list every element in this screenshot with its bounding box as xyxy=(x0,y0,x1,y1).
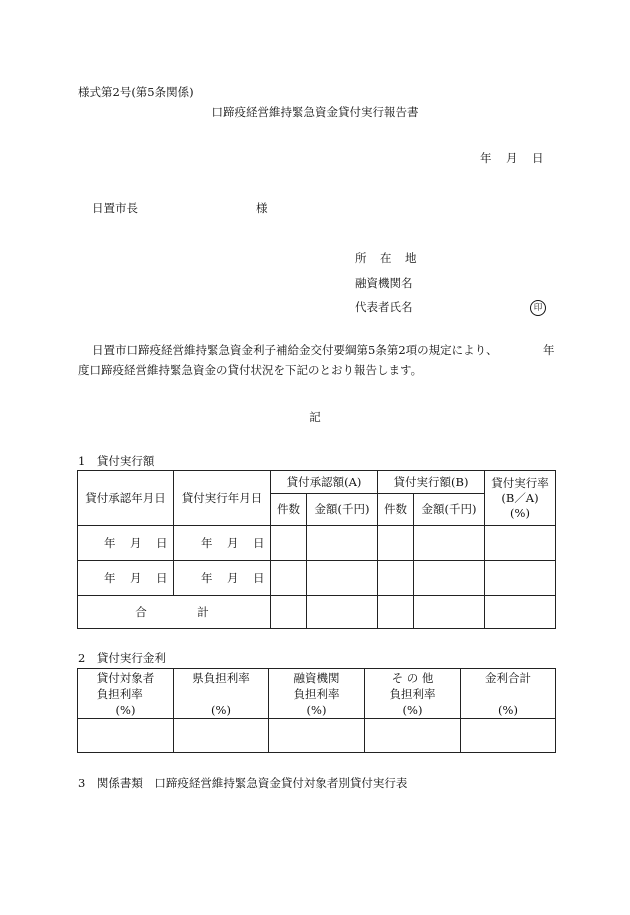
loan-execution-table xyxy=(77,470,556,629)
total-rate-header xyxy=(461,669,556,719)
record-mark: 記 xyxy=(309,410,321,424)
execution-rate-unit: (%) xyxy=(510,505,530,520)
approved-amount-cell xyxy=(307,561,378,596)
execution-date-header: 貸付実行年月日 xyxy=(174,471,271,526)
total-label: 合 計 xyxy=(78,596,271,629)
table-header-row xyxy=(78,669,556,719)
representative-name-label: 代表者氏名 xyxy=(355,300,413,314)
execution-rate-cell xyxy=(485,561,556,596)
approved-amount-header: 貸付承認額(A) xyxy=(271,471,378,494)
execution-rate-formula: (B／A) xyxy=(501,490,539,505)
table-row xyxy=(78,719,556,753)
report-date: 年 月 日 xyxy=(480,151,545,165)
prefecture-rate-label: 県負担利率 xyxy=(192,670,250,685)
body-text-year: 年 xyxy=(543,343,555,357)
section1-heading: 1 貸付実行額 xyxy=(78,454,155,468)
execution-rate-label: 貸付実行率 xyxy=(491,475,549,490)
executed-count-cell xyxy=(378,561,414,596)
total-approved-amount-cell xyxy=(307,596,378,629)
institution-rate-cell xyxy=(269,719,365,753)
section2-heading: 2 貸付実行金利 xyxy=(78,651,166,665)
execution-rate-header xyxy=(485,471,556,526)
total-approved-count-cell xyxy=(271,596,307,629)
executed-amount-cell xyxy=(414,561,485,596)
addressee-name: 日置市長 xyxy=(92,201,138,215)
seal-mark: 印 xyxy=(530,300,546,316)
approval-date-cell: 年 月 日 xyxy=(78,561,174,596)
executed-count-cell xyxy=(378,526,414,561)
approved-count-header: 件数 xyxy=(271,494,307,526)
total-rate-label: 金利合計 xyxy=(485,670,531,685)
execution-date-cell: 年 月 日 xyxy=(174,561,271,596)
other-rate-label: そ の 他 xyxy=(391,670,434,685)
body-text-line1: 日置市口蹄疫経営維持緊急資金利子補給金交付要綱第5条第2項の規定により、 xyxy=(92,343,498,357)
prefecture-rate-unit: (%) xyxy=(211,702,231,717)
prefecture-rate-spacer xyxy=(174,686,268,702)
addressee-honorific: 様 xyxy=(256,201,268,215)
document-title: 口蹄疫経営維持緊急資金貸付実行報告書 xyxy=(211,105,419,119)
table-header-row xyxy=(78,471,556,494)
executed-amount-unit-header: 金額(千円) xyxy=(414,494,485,526)
approved-amount-cell xyxy=(307,526,378,561)
borrower-rate-label: 貸付対象者 xyxy=(96,670,155,685)
table-row xyxy=(78,561,556,596)
approved-count-cell xyxy=(271,561,307,596)
borrower-rate-label-block xyxy=(97,670,155,702)
interest-rate-table xyxy=(77,668,556,753)
execution-date-cell: 年 月 日 xyxy=(174,526,271,561)
approval-date-cell: 年 月 日 xyxy=(78,526,174,561)
total-executed-amount-cell xyxy=(414,596,485,629)
prefecture-rate-header xyxy=(174,669,269,719)
total-rate-cell xyxy=(461,719,556,753)
other-rate-header xyxy=(365,669,461,719)
execution-rate-cell xyxy=(485,526,556,561)
total-rate-spacer xyxy=(461,686,555,702)
borrower-rate-sublabel: 負担利率 xyxy=(96,686,143,701)
institution-rate-sublabel: 負担利率 xyxy=(293,686,340,701)
executed-amount-cell xyxy=(414,526,485,561)
total-executed-count-cell xyxy=(378,596,414,629)
executed-amount-header: 貸付実行額(B) xyxy=(378,471,485,494)
approved-count-cell xyxy=(271,526,307,561)
other-rate-unit: (%) xyxy=(402,702,423,717)
total-row xyxy=(78,596,556,629)
institution-rate-label: 融資機関 xyxy=(293,670,340,685)
borrower-rate-cell xyxy=(78,719,174,753)
address-label: 所 在 地 xyxy=(355,251,418,265)
approved-amount-unit-header: 金額(千円) xyxy=(307,494,378,526)
other-rate-cell xyxy=(365,719,461,753)
approval-date-header: 貸付承認年月日 xyxy=(78,471,174,526)
borrower-rate-unit: (%) xyxy=(115,702,136,717)
institution-rate-header xyxy=(269,669,365,719)
institution-rate-unit: (%) xyxy=(306,702,327,717)
total-rate-unit: (%) xyxy=(498,702,518,717)
table-row xyxy=(78,526,556,561)
executed-count-header: 件数 xyxy=(378,494,414,526)
institution-name-label: 融資機関名 xyxy=(355,276,413,290)
form-number: 様式第2号(第5条関係) xyxy=(78,85,194,99)
section3-heading: 3 関係書類 口蹄疫経営維持緊急資金貸付対象者別貸付実行表 xyxy=(78,776,408,790)
total-execution-rate-cell xyxy=(485,596,556,629)
prefecture-rate-cell xyxy=(174,719,269,753)
borrower-rate-header xyxy=(78,669,174,719)
other-rate-sublabel: 負担利率 xyxy=(389,686,436,701)
body-text-line2: 度口蹄疫経営維持緊急資金の貸付状況を下記のとおり報告します。 xyxy=(78,363,423,377)
